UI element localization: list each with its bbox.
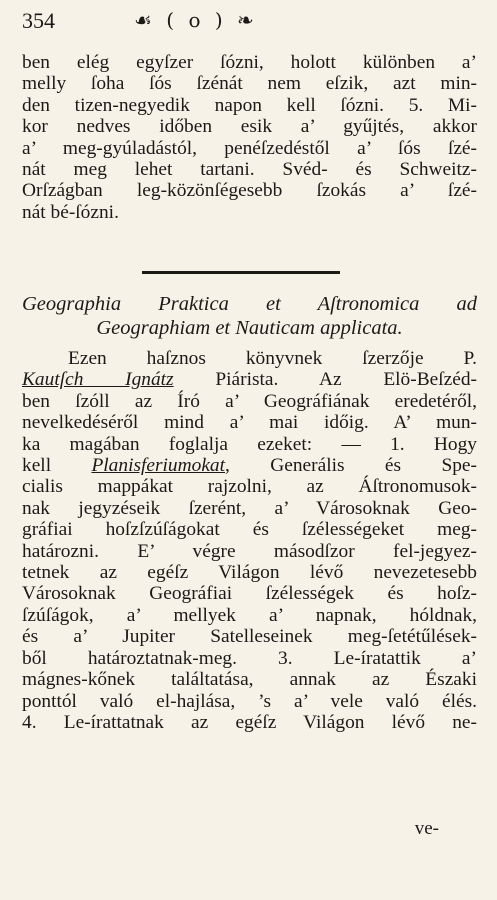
text-line: ponttól való el-hajlása, ’s a’ vele való élés.	[22, 690, 477, 712]
paragraph-book-review	[22, 348, 477, 733]
text-fragment: kell	[22, 455, 92, 477]
page-number: 354	[22, 8, 55, 33]
text-line: Orſzágban leg-közönſégesebb ſzokás a’ ſzé-	[22, 180, 477, 202]
text-fragment: , Generális és Spe-	[225, 455, 477, 477]
text-line: Ezen haſznos könyvnek ſzerzője P.	[68, 348, 477, 369]
text-line: ben elég egyſzer ſózni, holott különben a’	[22, 52, 477, 73]
text-fragment: Piárista. Az Elö-Beſzéd-	[173, 369, 477, 391]
text-line: gráfiai hoſzſzúſágokat és ſzélességeket meg-	[22, 519, 477, 541]
section-heading	[22, 292, 477, 340]
page-header	[22, 8, 475, 38]
text-line: 4. Le-írattatnak az egéſz Világon lévő ne-	[22, 711, 477, 733]
text-line	[22, 369, 477, 390]
text-line: nát meg lehet tartani. Svéd- és Schweitz-	[22, 159, 477, 181]
heading-line-1: Geographia Praktica et Aſtronomica ad	[22, 293, 477, 315]
text-line: Városoknak Geográfiai ſzélességek és hoſz-	[22, 583, 477, 605]
section-divider	[142, 271, 340, 274]
text-line: ből határoztatnak-meg. 3. Le-íratattik a’	[22, 647, 477, 669]
text-line: nak jegyzéseik ſzerént, a’ Városoknak Geo-	[22, 497, 477, 519]
text-line: nát bé-ſózni.	[22, 201, 119, 223]
text-line	[22, 455, 477, 476]
text-line: a’ meg-gyúladástól, penéſzedéstől a’ ſós ſzé-	[22, 137, 477, 159]
term-planisferium: Planisferiumokat	[91, 455, 226, 477]
text-line: nevelkedéséről mind a’ mai időig. A’ mun-	[22, 412, 477, 434]
text-line: cialis mappákat rajzolni, az Áſtronomusok-	[22, 476, 477, 498]
text-line: határozni. E’ végre másodſzor fel-jegyez-	[22, 540, 477, 562]
text-line: ſzúſágok, a’ mellyek a’ napnak, hóldnak,	[22, 604, 477, 626]
text-line: ben ſzóll az Író a’ Geográfiának eredetéről,	[22, 390, 477, 412]
text-line: tetnek az egéſz Világon lévő nevezetesebb	[22, 562, 477, 584]
text-line: és a’ Jupiter Satelleseinek meg-ſetétűlések-	[22, 626, 477, 648]
text-line: melly ſoha ſós ſzénát nem eſzik, azt min-	[22, 73, 477, 95]
header-ornament: ☙ ( o ) ❧	[134, 8, 258, 32]
text-line: mágnes-kőnek találtatása, annak az Északi	[22, 669, 477, 691]
author-name: Kautſch Ignátz	[22, 369, 174, 391]
paragraph-hay-salting	[22, 52, 477, 223]
text-line: den tizen-negyedik napon kell ſózni. 5. Mi-	[22, 94, 477, 116]
text-line: ka magában foglalja ezeket: — 1. Hogy	[22, 433, 477, 455]
catchword: ve-	[414, 818, 439, 839]
heading-line-2: Geographiam et Nauticam applicata.	[96, 317, 403, 339]
text-line: kor nedves időben esik a’ gyűjtés, akkor	[22, 116, 477, 138]
